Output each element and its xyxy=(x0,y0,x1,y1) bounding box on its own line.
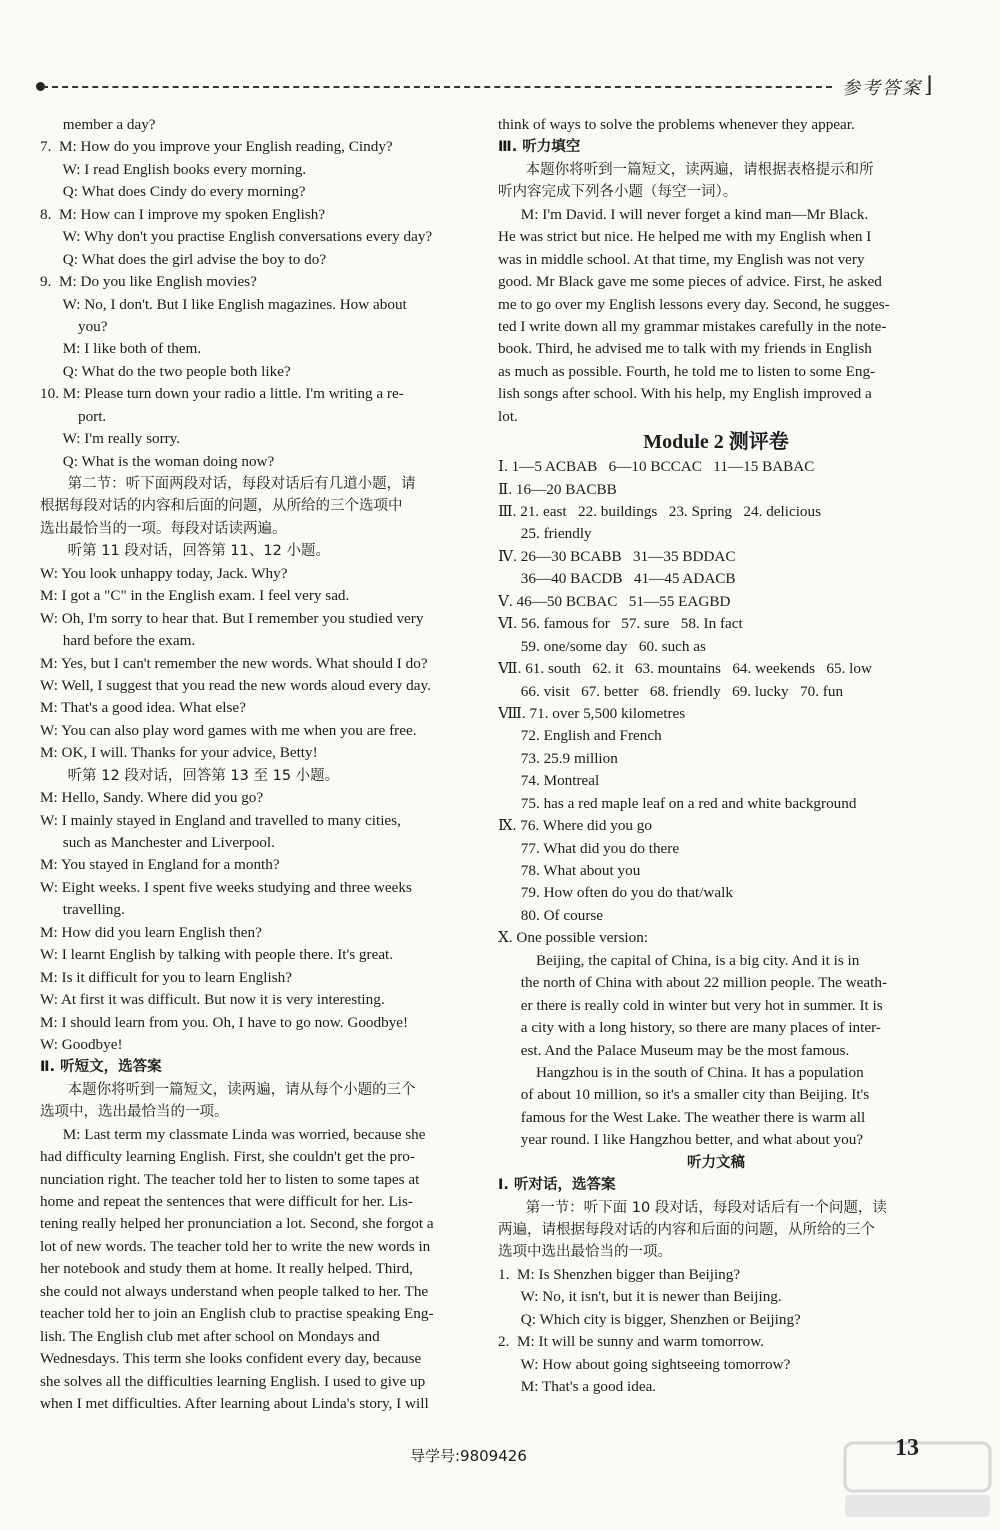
text-line: W: I'm really sorry. xyxy=(40,430,181,448)
page-number: 13 xyxy=(895,1435,919,1461)
text-line: port. xyxy=(40,407,107,425)
module-title: Module 2 测评卷 xyxy=(643,431,789,454)
text-line: she could not always understand when people talked to her. The xyxy=(40,1282,429,1300)
text-line: W: You look unhappy today, Jack. Why? xyxy=(40,564,288,582)
text-line: Q: What is the woman doing now? xyxy=(40,452,275,470)
text-line: when I met difficulties. After learning about Linda's story, I will xyxy=(40,1394,429,1412)
left-column xyxy=(40,114,482,1415)
header-label: 参考答案 xyxy=(842,78,922,98)
text-line: 74. Montreal xyxy=(498,772,600,790)
text-line: ted I write down all my grammar mistakes carefully in the note- xyxy=(498,317,887,335)
text-line: W: Eight weeks. I spent five weeks studying and three weeks xyxy=(40,878,412,896)
text-line: 本题你将听到一篇短文，读两遍，请根据表格提示和所 xyxy=(498,161,874,178)
text-line: her notebook and study them at home. It really helped. Third, xyxy=(40,1260,413,1278)
text-line: of about 10 million, so it's a smaller city than Beijing. It's xyxy=(498,1086,870,1104)
text-line: M: Hello, Sandy. Where did you go? xyxy=(40,789,264,807)
text-line: Q: What does Cindy do every morning? xyxy=(40,183,306,201)
text-line: as much as possible. Fourth, he told me to listen to some Eng- xyxy=(498,362,876,380)
text-line: 1. M: Is Shenzhen bigger than Beijing? xyxy=(498,1265,741,1283)
text-line: 选出最恰当的一项。每段对话读两遍。 xyxy=(40,520,287,537)
text-line: Ⅸ. 76. Where did you go xyxy=(498,817,652,835)
text-line: 78. What about you xyxy=(498,862,641,879)
guide-number: 导学号:9809426 xyxy=(410,1447,527,1465)
text-line: 听第 11 段对话，回答第 11、12 小题。 xyxy=(40,543,330,560)
text-line: Ⅵ. 56. famous for 57. sure 58. In fact xyxy=(498,615,743,633)
text-line: W: I read English books every morning. xyxy=(40,160,307,178)
text-line: 77. What did you do there xyxy=(498,839,680,857)
text-line: W: At first it was difficult. But now it is very interesting. xyxy=(40,991,385,1009)
text-line: 72. English and French xyxy=(498,727,662,745)
header-bracket: ⌋ xyxy=(924,72,933,97)
text-line: M: OK, I will. Thanks for your advice, Betty! xyxy=(40,744,318,762)
text-line: you? xyxy=(40,317,108,335)
text-line: Ⅶ. 61. south 62. it 63. mountains 64. weekends 65. low xyxy=(498,660,872,678)
text-line: good. Mr Black gave me some pieces of advice. First, he asked xyxy=(498,273,882,291)
text-line: Beijing, the capital of China, is a big city. And it is in xyxy=(498,951,860,969)
text-line: 80. Of course xyxy=(498,906,604,924)
text-line: 75. has a red maple leaf on a red and white background xyxy=(498,794,857,812)
text-line: 36—40 BACDB 41—45 ADACB xyxy=(498,570,736,588)
text-line: 79. How often do you do that/walk xyxy=(498,884,733,902)
text-line: 9. M: Do you like English movies? xyxy=(40,273,257,291)
text-line: W: Goodbye! xyxy=(40,1035,123,1053)
text-line: 10. M: Please turn down your radio a little. I'm writing a re- xyxy=(40,385,404,403)
text-line: Ⅱ. 16—20 BACBB xyxy=(498,480,617,498)
text-line: 两遍，请根据每段对话的内容和后面的问题，从所给的三个 xyxy=(498,1222,875,1238)
text-line: teacher told her to join an English club to practise speaking Eng- xyxy=(40,1305,434,1323)
text-line: 听第 12 段对话，回答第 13 至 15 小题。 xyxy=(40,767,340,784)
text-line: Ⅹ. One possible version: xyxy=(498,929,649,947)
text-line: lish. The English club met after school on Mondays and xyxy=(40,1327,380,1345)
text-line: 59. one/some day 60. such as xyxy=(498,637,706,655)
text-line: 66. visit 67. better 68. friendly 69. lucky 70. fun xyxy=(498,682,844,700)
text-line: M: That's a good idea. xyxy=(498,1378,657,1396)
text-line: W: No, I don't. But I like English magazines. How about xyxy=(40,295,407,313)
text-line: was in middle school. At that time, my English was not very xyxy=(498,250,865,268)
text-line: tening really helped her pronunciation a lot. Second, she forgot a xyxy=(40,1215,434,1233)
text-line: 73. 25.9 million xyxy=(498,749,618,767)
text-line: M: Is it difficult for you to learn English? xyxy=(40,968,292,986)
text-line: er there is really cold in winter but very hot in summer. It is xyxy=(498,996,883,1014)
section-heading: Ⅲ. 听力填空 xyxy=(498,139,581,156)
text-line: lot of new words. The teacher told her to write the new words in xyxy=(40,1237,431,1255)
text-line: a city with a long history, so there are many places of inter- xyxy=(498,1019,881,1037)
text-line: hard before the exam. xyxy=(40,632,196,650)
text-line: Ⅳ. 26—30 BCABB 31—35 BDDAC xyxy=(498,547,736,565)
text-line: had difficulty learning English. First, she couldn't get the pro- xyxy=(40,1148,415,1166)
text-line: M: You stayed in England for a month? xyxy=(40,856,280,874)
text-line: Ⅷ. 71. over 5,500 kilometres xyxy=(498,704,686,722)
text-line: think of ways to solve the problems whenever they appear. xyxy=(498,116,855,133)
text-line: Ⅰ. 1—5 ACBAB 6—10 BCCAC 11—15 BABAC xyxy=(498,458,815,476)
text-line: est. And the Palace Museum may be the most famous. xyxy=(498,1041,850,1059)
text-line: M: I got a "C" in the English exam. I feel very sad. xyxy=(40,587,350,605)
text-line: M: That's a good idea. What else? xyxy=(40,699,246,717)
text-line: W: No, it isn't, but it is newer than Beijing. xyxy=(498,1288,782,1306)
text-line: M: How did you learn English then? xyxy=(40,923,262,941)
text-line: 选项中选出最恰当的一项。 xyxy=(498,1244,672,1261)
text-line: she solves all the difficulties learning English. I used to give up xyxy=(40,1372,426,1390)
text-line: M: I like both of them. xyxy=(40,340,202,358)
text-line: nunciation right. The teacher told her to listen to some tapes at xyxy=(40,1170,420,1188)
text-line: Wednesdays. This term she looks confident every day, because xyxy=(40,1350,422,1368)
text-line: 第二节：听下面两段对话，每段对话后有几道小题，请 xyxy=(40,476,416,492)
text-line: 本题你将听到一篇短文，读两遍，请从每个小题的三个 xyxy=(40,1081,416,1098)
text-line: book. Third, he advised me to talk with my friends in English xyxy=(498,340,872,358)
text-line: Ⅴ. 46—50 BCBAC 51—55 EAGBD xyxy=(498,592,731,610)
text-line: 8. M: How can I improve my spoken English? xyxy=(40,205,326,223)
text-line: 25. friendly xyxy=(498,525,592,543)
text-line: 7. M: How do you improve your English reading, Cindy? xyxy=(40,138,393,156)
text-line: Q: What do the two people both like? xyxy=(40,362,291,380)
text-line: W: I mainly stayed in England and travelled to many cities, xyxy=(40,811,401,829)
text-line: the north of China with about 22 million people. The weath- xyxy=(498,974,888,992)
text-line: lish songs after school. With his help, my English improved a xyxy=(498,385,872,403)
text-line: such as Manchester and Liverpool. xyxy=(40,834,275,851)
text-line: travelling. xyxy=(40,901,125,919)
text-line: member a day? xyxy=(40,116,156,133)
text-line: home and repeat the sentences that were difficult for her. Lis- xyxy=(40,1193,413,1210)
text-line: M: Yes, but I can't remember the new words. What should I do? xyxy=(40,654,428,672)
text-line: 选项中，选出最恰当的一项。 xyxy=(40,1104,229,1121)
text-line: year round. I like Hangzhou better, and what about you? xyxy=(498,1131,864,1149)
text-line: 根据每段对话的内容和后面的问题，从所给的三个选项中 xyxy=(40,498,403,515)
text-line: Q: What does the girl advise the boy to do? xyxy=(40,250,327,268)
text-line: M: Last term my classmate Linda was worried, because she xyxy=(40,1125,426,1143)
text-line: W: Well, I suggest that you read the new words aloud every day. xyxy=(40,676,431,694)
text-line: lot. xyxy=(498,407,518,425)
text-line: me to go over my English lessons every day. Second, he sugges- xyxy=(498,295,890,313)
text-line: W: You can also play word games with me when you are free. xyxy=(40,721,417,739)
text-line: Ⅲ. 21. east 22. buildings 23. Spring 24. delicious xyxy=(498,503,822,520)
text-line: W: Oh, I'm sorry to hear that. But I remember you studied very xyxy=(40,609,424,627)
text-line: W: How about going sightseeing tomorrow? xyxy=(498,1355,791,1373)
text-line: famous for the West Lake. The weather there is warm all xyxy=(498,1108,866,1126)
text-line: M: I'm David. I will never forget a kind man—Mr Black. xyxy=(498,205,869,223)
section-heading: Ⅰ. 听对话，选答案 xyxy=(498,1177,616,1194)
text-line: Hangzhou is in the south of China. It has a population xyxy=(498,1063,864,1081)
text-line: He was strict but nice. He helped me with my English when I xyxy=(498,228,872,246)
text-line: 听内容完成下列各小题（每空一词）。 xyxy=(498,184,738,201)
header-rule xyxy=(42,86,832,88)
text-line: 2. M: It will be sunny and warm tomorrow. xyxy=(498,1333,765,1351)
text-line: W: I learnt English by talking with people there. It's great. xyxy=(40,946,394,964)
text-line: 第一节：听下面 10 段对话，每段对话后有一个问题，读 xyxy=(498,1199,887,1216)
right-column xyxy=(498,114,934,1399)
text-line: W: Why don't you practise English conversations every day? xyxy=(40,228,433,246)
section-heading: 听力文稿 xyxy=(687,1154,745,1171)
text-line: M: I should learn from you. Oh, I have to go now. Goodbye! xyxy=(40,1013,409,1031)
section-heading: Ⅱ. 听短文，选答案 xyxy=(40,1059,162,1076)
text-line: Q: Which city is bigger, Shenzhen or Beijing? xyxy=(498,1310,801,1328)
